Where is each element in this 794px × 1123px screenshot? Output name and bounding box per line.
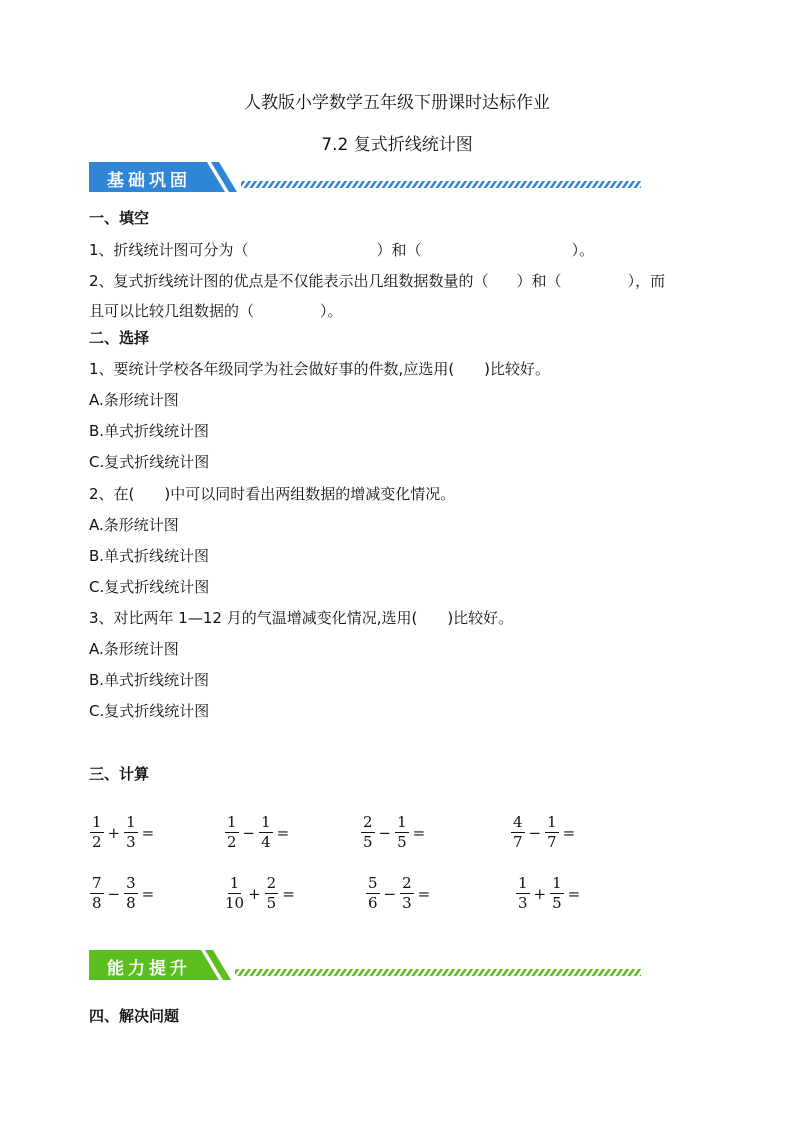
- page-subtitle: 7.2 复式折线统计图: [321, 135, 473, 155]
- question-fill-1-part-a: 1、折线统计图可分为（: [89, 241, 249, 259]
- choice-2-option-a: A.条形统计图: [89, 516, 179, 534]
- banner-basic-label: 基础巩固: [107, 171, 191, 191]
- question-fill-1-part-b: ）和（: [376, 241, 422, 259]
- choice-1-option-b: B.单式折线统计图: [89, 422, 210, 440]
- calc-expression: $\frac{1}{3}$ + $\frac{1}{5}$ =: [518, 874, 581, 912]
- section-heading-problem-solving: 四、解决问题: [89, 1007, 180, 1025]
- section-banner-basic: [89, 160, 649, 194]
- choice-question-1: 1、要统计学校各年级同学为社会做好事的件数,应选用( )比较好。: [89, 360, 551, 378]
- calc-expression: $\frac{1}{2}$ − $\frac{1}{4}$ =: [227, 813, 290, 851]
- calc-expression: $\frac{5}{6}$ − $\frac{2}{3}$ =: [368, 874, 431, 912]
- calc-expression: $\frac{4}{7}$ − $\frac{1}{7}$ =: [513, 813, 576, 851]
- choice-3-option-c: C.复式折线统计图: [89, 702, 210, 720]
- section-banner-advanced: [89, 948, 649, 982]
- choice-3-option-b: B.单式折线统计图: [89, 671, 210, 689]
- calc-expression: $\frac{1}{10}$ + $\frac{2}{5}$ =: [225, 874, 295, 912]
- calc-expression: $\frac{2}{5}$ − $\frac{1}{5}$ =: [363, 813, 426, 851]
- question-fill-2-part-d: 且可以比较几组数据的（: [89, 302, 255, 320]
- section-heading-choice: 二、选择: [89, 329, 150, 347]
- choice-1-option-a: A.条形统计图: [89, 391, 179, 409]
- section-heading-calculation: 三、计算: [89, 765, 150, 783]
- question-fill-2-line2: [89, 300, 343, 321]
- question-fill-2-part-c: ），而: [627, 272, 666, 290]
- calc-expression: $\frac{1}{2}$ + $\frac{1}{3}$ =: [92, 813, 155, 851]
- choice-2-option-c: C.复式折线统计图: [89, 578, 210, 596]
- question-fill-1: [89, 239, 594, 260]
- choice-1-option-c: C.复式折线统计图: [89, 453, 210, 471]
- question-fill-1-part-c: ）。: [571, 241, 595, 259]
- choice-question-2: 2、在( )中可以同时看出两组数据的增减变化情况。: [89, 485, 456, 503]
- page-title: 人教版小学数学五年级下册课时达标作业: [244, 93, 550, 113]
- choice-question-3: 3、对比两年 1—12 月的气温增减变化情况,选用( )比较好。: [89, 609, 514, 627]
- question-fill-2-part-e: ）。: [320, 302, 343, 320]
- question-fill-2: [89, 270, 665, 291]
- banner-advanced-label: 能力提升: [107, 959, 191, 979]
- section-heading-fill-blank: 一、填空: [89, 209, 150, 227]
- choice-2-option-b: B.单式折线统计图: [89, 547, 210, 565]
- choice-3-option-a: A.条形统计图: [89, 640, 179, 658]
- question-fill-2-part-a: 2、复式折线统计图的优点是不仅能表示出几组数据数量的（: [89, 272, 489, 290]
- question-fill-2-part-b: ）和（: [516, 272, 562, 290]
- calc-expression: $\frac{7}{8}$ − $\frac{3}{8}$ =: [92, 874, 155, 912]
